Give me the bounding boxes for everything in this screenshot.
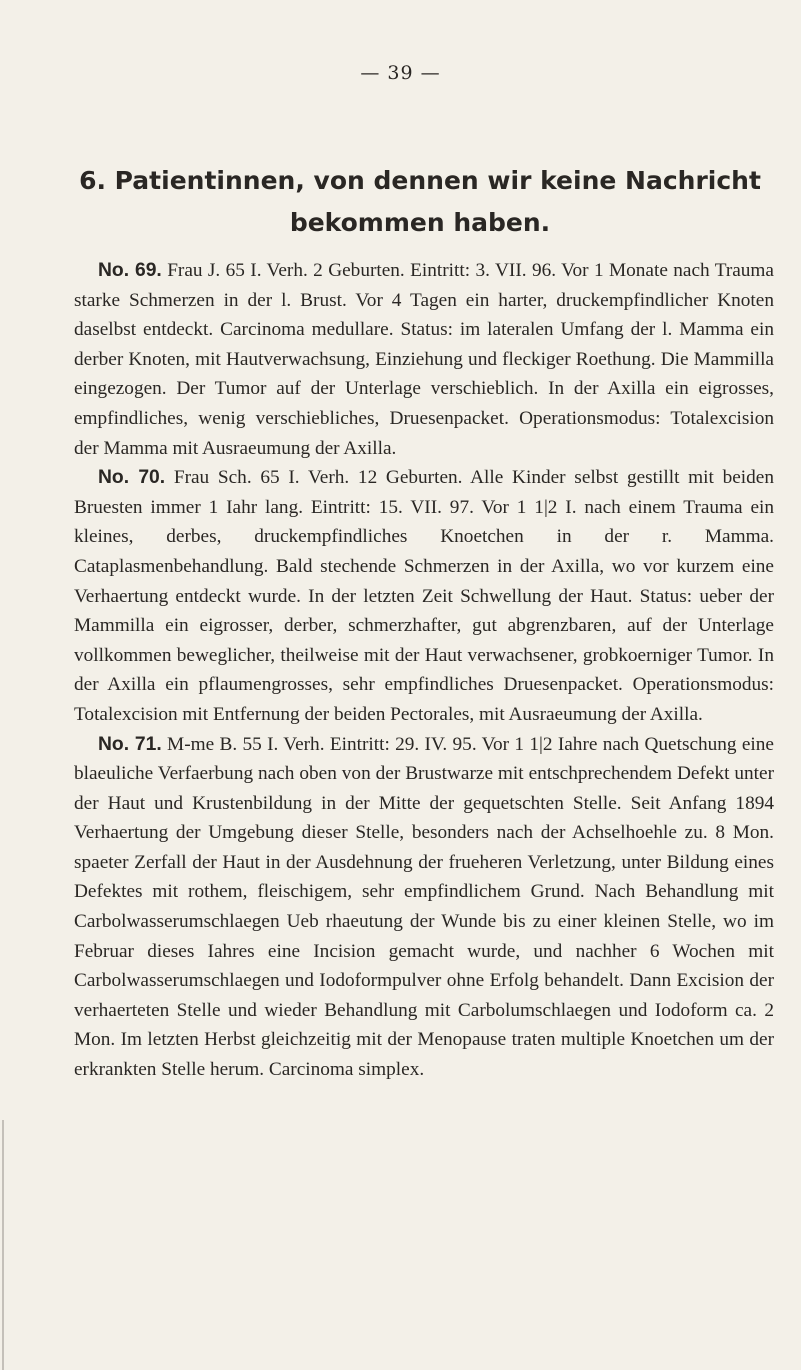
page-number: — 39 — [360,62,441,84]
case-number: No. 71. [98,733,162,755]
case-entry-71 [74,730,774,1085]
case-text: Frau Sch. 65 I. Verh. 12 Geburten. Alle Kinder selbst gestillt mit beiden Bruesten immer 1 Iahr lang. Eintritt: 15. VII. 97. Vor 1 1|2 I. nach einem Trauma ein kleines, derbes, druckempfindliches Knoetchen in der r. Mamma. Cataplasmenbehandlung. Bald stechende Schmerzen in der Axilla, wo vor kurzem eine Verhaertung entdeckt wurde. In der letzten Zeit Schwellung der Haut. Status: ueber der Mammilla ein eigrosser, derber, schmerzhafter, gut abgrenzbaren, auf der Unterlage vollkommen beweglicher, theilweise mit der Haut verwachsener, grobkoerniger Tumor. In der Axilla ein pflaumengrosses, sehr empfindliches Druesenpacket. Operationsmodus: Totalexcision mit Entfernung der beiden Pectorales, mit Ausraeumung der Axilla. [74,467,774,725]
section-title: 6. Patientinnen, von dennen wir keine Nachricht bekommen haben. [79,166,761,237]
case-text: Frau J. 65 I. Verh. 2 Geburten. Eintritt: 3. VII. 96. Vor 1 Monate nach Trauma starke Schmerzen in der l. Brust. Vor 4 Tagen ein harter, druckempfindlicher Knoten daselbst entdeckt. Carcinoma medullare. Status: im lateralen Umfang der l. Mamma ein derber Knoten, mit Hautverwachsung, Einziehung und fleckiger Roethung. Die Mammilla eingezogen. Der Tumor auf der Unterlage verschieblich. In der Axilla ein eigrosses, empfindliches, wenig verschiebliches, Druesenpacket. Operationsmodus: Totalexcision der Mamma mit Ausraeumung der Axilla. [74,260,774,459]
case-number: No. 69. [98,260,162,281]
body-text [74,256,774,1085]
case-entry-70 [74,463,774,729]
binding-edge [2,1120,4,1370]
case-text: M-me B. 55 I. Verh. Eintritt: 29. IV. 95. Vor 1 1|2 Iahre nach Quetschung eine blaeuliche Verfaerbung nach oben von der Brustwarze mit entschprechendem Defekt unter der Haut und Krustenbildung in der Mitte der gequetschten Stelle. Seit Anfang 1894 Verhaertung der Umgebung dieser Stelle, besonders nach der Achselhoehle zu. 8 Mon. spaeter Zerfall der Haut in der Ausdehnung der frueheren Verletzung, unter Bildung eines Defektes mit rothem, fleischigem, sehr empfindlichem Grund. Nach Behandlung mit Carbolwasserumschlaegen Ueb rhaeutung der Wunde bis zu einer kleinen Stelle, wo im Februar dieses Iahres eine Incision gemacht wurde, und nachher 6 Wochen mit Carbolwasserumschlaegen und Iodoformpulver ohne Erfolg behandelt. Dann Excision der verhaerteten Stelle und wieder Behandlung mit Carbolumschlaegen und Iodoform ca. 2 Mon. Im letzten Herbst gleichzeitig mit der Menopause traten multiple Knoetchen um der erkrankten Stelle herum. Carcinoma simplex. [74,733,774,1081]
case-number: No. 70. [98,467,166,489]
case-entry-69 [74,256,774,463]
